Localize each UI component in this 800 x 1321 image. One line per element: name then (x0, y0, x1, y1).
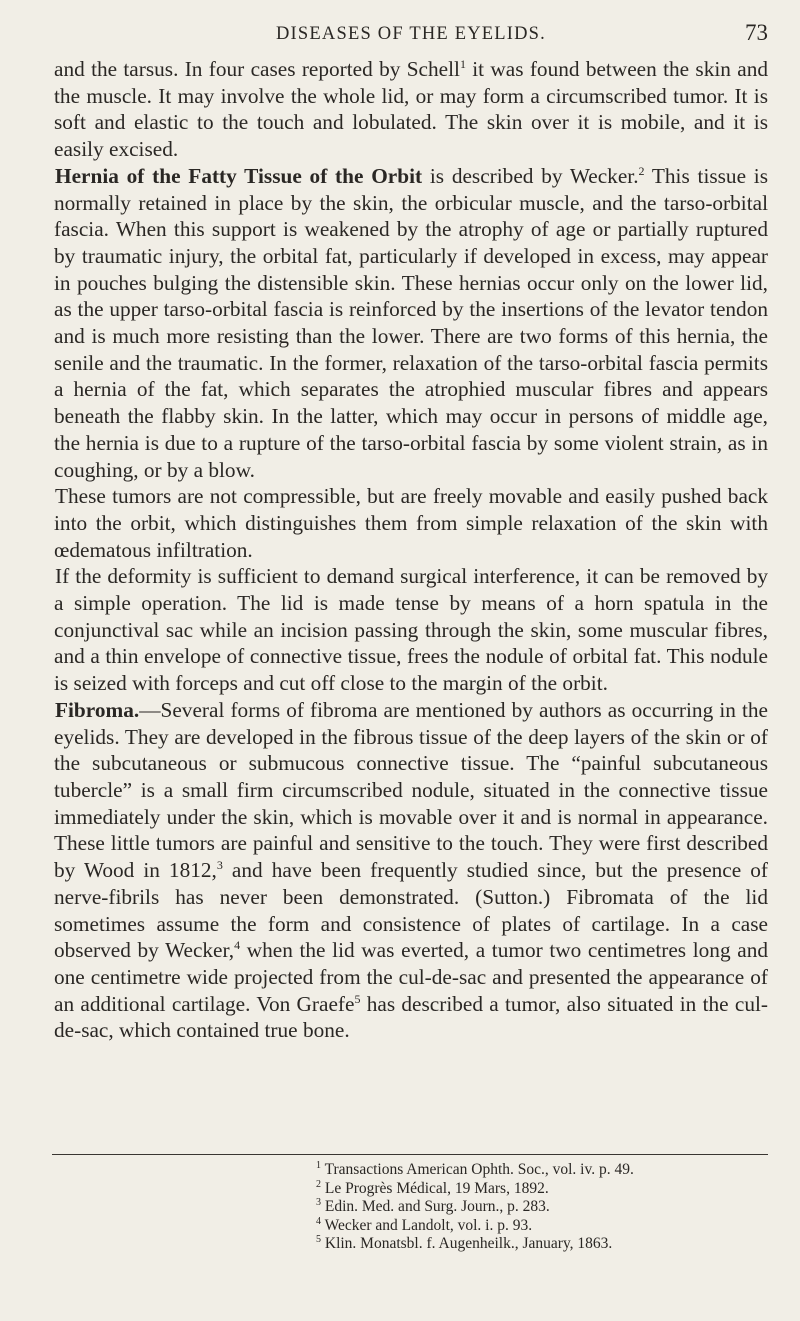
paragraph-operation: If the deformity is sufficient to demand surgical interference, it can be removed by a simple operation. The lid is made tense by means of a horn spatula in the conjunctival sac while an incision passing through the skin, some muscular fibres, and a thin envelope of connective tissue, frees the nodule of orbital fat. This nodule is seized with forceps and cut off close to the margin of the orbit. (54, 564, 768, 696)
text-run: is described by Wecker. (422, 163, 639, 188)
text-run: and the tarsus. In four cases reported by Schell (54, 57, 460, 81)
footnote-ref-5: 5 (354, 991, 361, 1006)
paragraph-tumors: These tumors are not compressible, but are freely movable and easily pushed back into the orbit, which distinguishes them from simple relaxation of the skin with œdematous infiltration. (54, 484, 768, 562)
text-run: it was found between the skin and the muscle. It may involve the whole lid, or may form a circumscribed tumor. It is soft and elastic to the touch and lobulated. The skin over it is mobile, and it is easily excised. (54, 57, 768, 162)
footnote-item (316, 1161, 776, 1180)
footnote-item (316, 1198, 776, 1217)
footnote-mark: 3 (316, 1197, 321, 1209)
footnote-text: Klin. Monatsbl. f. Augenheilk., January, 1863. (321, 1235, 613, 1253)
section-heading-hernia: Hernia of the Fatty Tissue of the Orbit (55, 163, 423, 188)
footnote-text: Edin. Med. and Surg. Journ., p. 283. (321, 1198, 550, 1216)
footnote-mark: 4 (316, 1215, 321, 1227)
footnote-item (316, 1217, 776, 1236)
footnote-ref-3: 3 (216, 858, 223, 872)
paragraph-fibroma (54, 697, 768, 1044)
footnote-ref-4: 4 (234, 938, 241, 953)
text-run: and have been frequently studied since, but the presence of nerve-fibrils has never been demonstrated. (Sutton.) Fibromata of the lid sometimes assume the form and consistence of plates of cartilage. In a case observed by Wecker, (54, 858, 768, 963)
footnote-text: Le Progrès Médical, 19 Mars, 1892. (321, 1179, 549, 1197)
footnote-mark: 2 (316, 1178, 321, 1190)
footnote-item (316, 1180, 776, 1199)
footnote-divider (52, 1154, 768, 1155)
text-run: has described a tumor, also situated in the cul-de-sac, which contained true bone. (54, 991, 768, 1043)
body-text (54, 56, 768, 1044)
footnotes (316, 1161, 776, 1254)
page-header (52, 20, 770, 50)
footnote-item (316, 1235, 776, 1254)
footnote-ref-2: 2 (638, 163, 645, 178)
page-number: 73 (745, 20, 768, 45)
text-run: when the lid was everted, a tumor two centimetres long and one centimetre wide projected from the cul-de-sac and presented the appearance of an additional cartilage. Von Graefe (54, 938, 768, 1016)
text-run: —Several forms of fibroma are mentioned by authors as occurring in the eyelids. They are developed in the fibrous tissue of the deep layers of the skin or of the subcutaneous or submucous connective tissue. The “painful subcutaneous tubercle” is a small firm circumscribed nodule, situated in the connective tissue immediately under the skin, which is movable over it and is normal in appearance. These little tumors are painful and sensitive to the touch. They were first described by Wood in 1812, (54, 697, 768, 883)
footnote-mark: 1 (316, 1159, 321, 1171)
paragraph-hernia (54, 163, 768, 483)
footnote-text: Transactions American Ophth. Soc., vol. iv. p. 49. (321, 1161, 634, 1178)
paragraph-schell (54, 56, 768, 163)
footnote-text: Wecker and Landolt, vol. i. p. 93. (321, 1216, 533, 1234)
text-run: This tissue is normally retained in place by the skin, the orbicular muscle, and the tarso-orbital fascia. When this support is weakened by the atrophy of age or partially ruptured by traumatic injury, the orbital fat, particularly if developed in excess, may appear in pouches bulging the distensible skin. These hernias occur only on the lower lid, as the upper tarso-orbital fascia is reinforced by the insertions of the levator tendon and is much more resisting than the lower. There are two forms of this hernia, the senile and the traumatic. In the former, relaxation of the tarso-orbital fascia permits a hernia of the fat, which separates the atrophied muscular fibres and appears beneath the flabby skin. In the latter, which may occur in persons of middle age, the hernia is due to a rupture of the tarso-orbital fascia by some violent strain, as in coughing, or by a blow. (54, 163, 769, 482)
footnote-ref-1: 1 (459, 56, 466, 71)
section-heading-fibroma: Fibroma. (55, 697, 140, 722)
running-head: DISEASES OF THE EYELIDS. (276, 24, 546, 44)
footnote-mark: 5 (316, 1234, 321, 1246)
